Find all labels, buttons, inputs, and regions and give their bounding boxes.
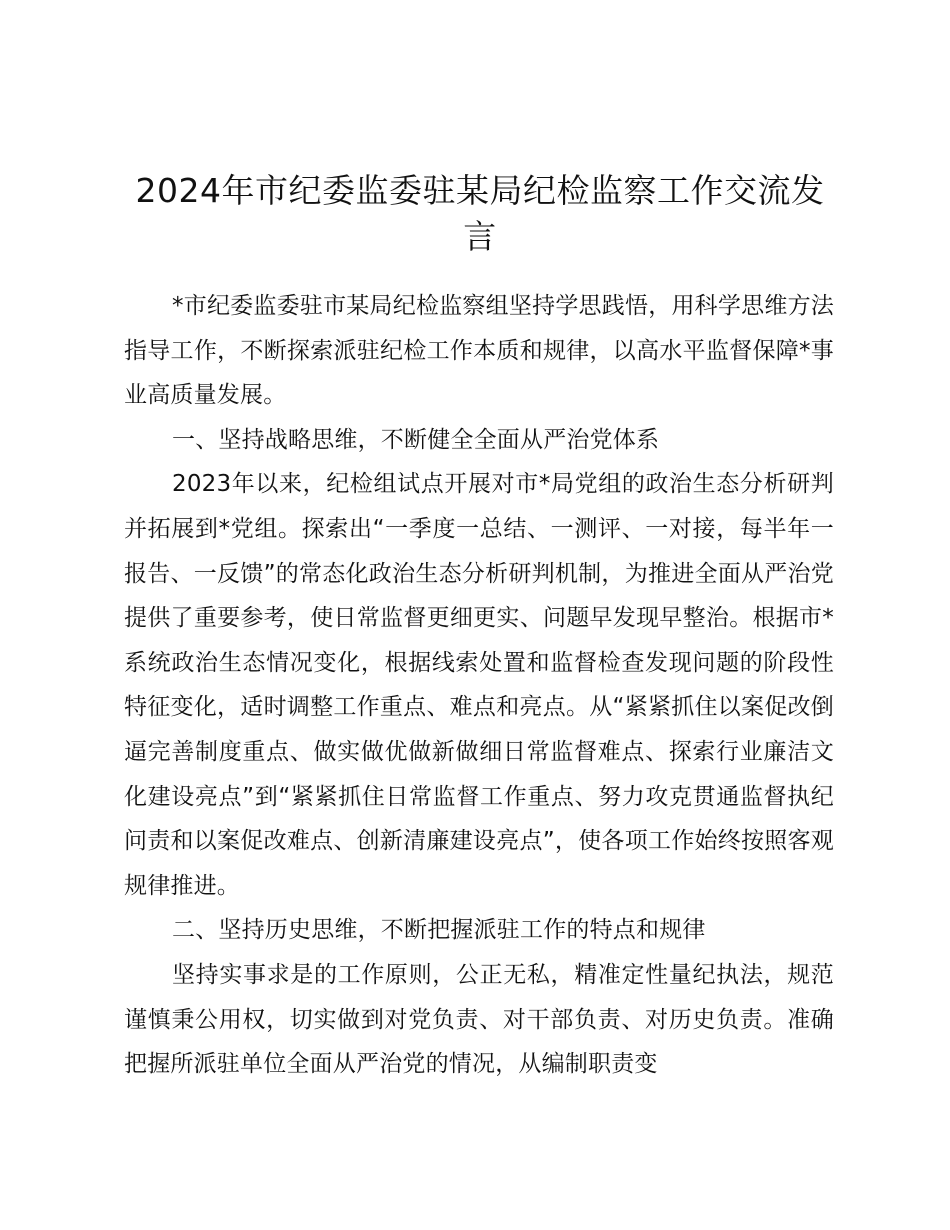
- section-1-paragraph: 2023年以来，纪检组试点开展对市*局党组的政治生态分析研判并拓展到*党组。探索出“一季度一总结、一测评、一对接，每半年一报告、一反馈”的常态化政治生态分析研判机制，为推进全面从严治党提供了重要参考，使日常监督更细更实、问题早发现早整治。根据市*系统政治生态情况变化，根据线索处置和监督检查发现问题的阶段性特征变化，适时调整工作重点、难点和亮点。从“紧紧抓住以案促改倒逼完善制度重点、做实做优做新做细日常监督难点、探索行业廉洁文化建设亮点”到“紧紧抓住日常监督工作重点、努力攻克贯通监督执纪问责和以案促改难点、创新清廉建设亮点”，使各项工作始终按照客观规律推进。: [124, 471, 834, 899]
- document-body: [124, 284, 834, 1087]
- intro-paragraph: *市纪委监委驻市某局纪检监察组坚持学思践悟，用科学思维方法指导工作，不断探索派驻纪检工作本质和规律，以高水平监督保障*事业高质量发展。: [124, 293, 834, 409]
- document-title: 2024年市纪委监委驻某局纪检监察工作交流发言: [135, 171, 825, 256]
- section-heading-1: 一、坚持战略思维，不断健全全面从严治党体系: [172, 426, 660, 453]
- section-2-paragraph: 坚持实事求是的工作原则，公正无私，精准定性量纪执法，规范谨慎秉公用权，切实做到对党负责、对干部负责、对历史负责。准确把握所派驻单位全面从严治党的情况，从编制职责变: [124, 961, 834, 1078]
- section-heading-2: 二、坚持历史思维，不断把握派驻工作的特点和规律: [172, 917, 706, 944]
